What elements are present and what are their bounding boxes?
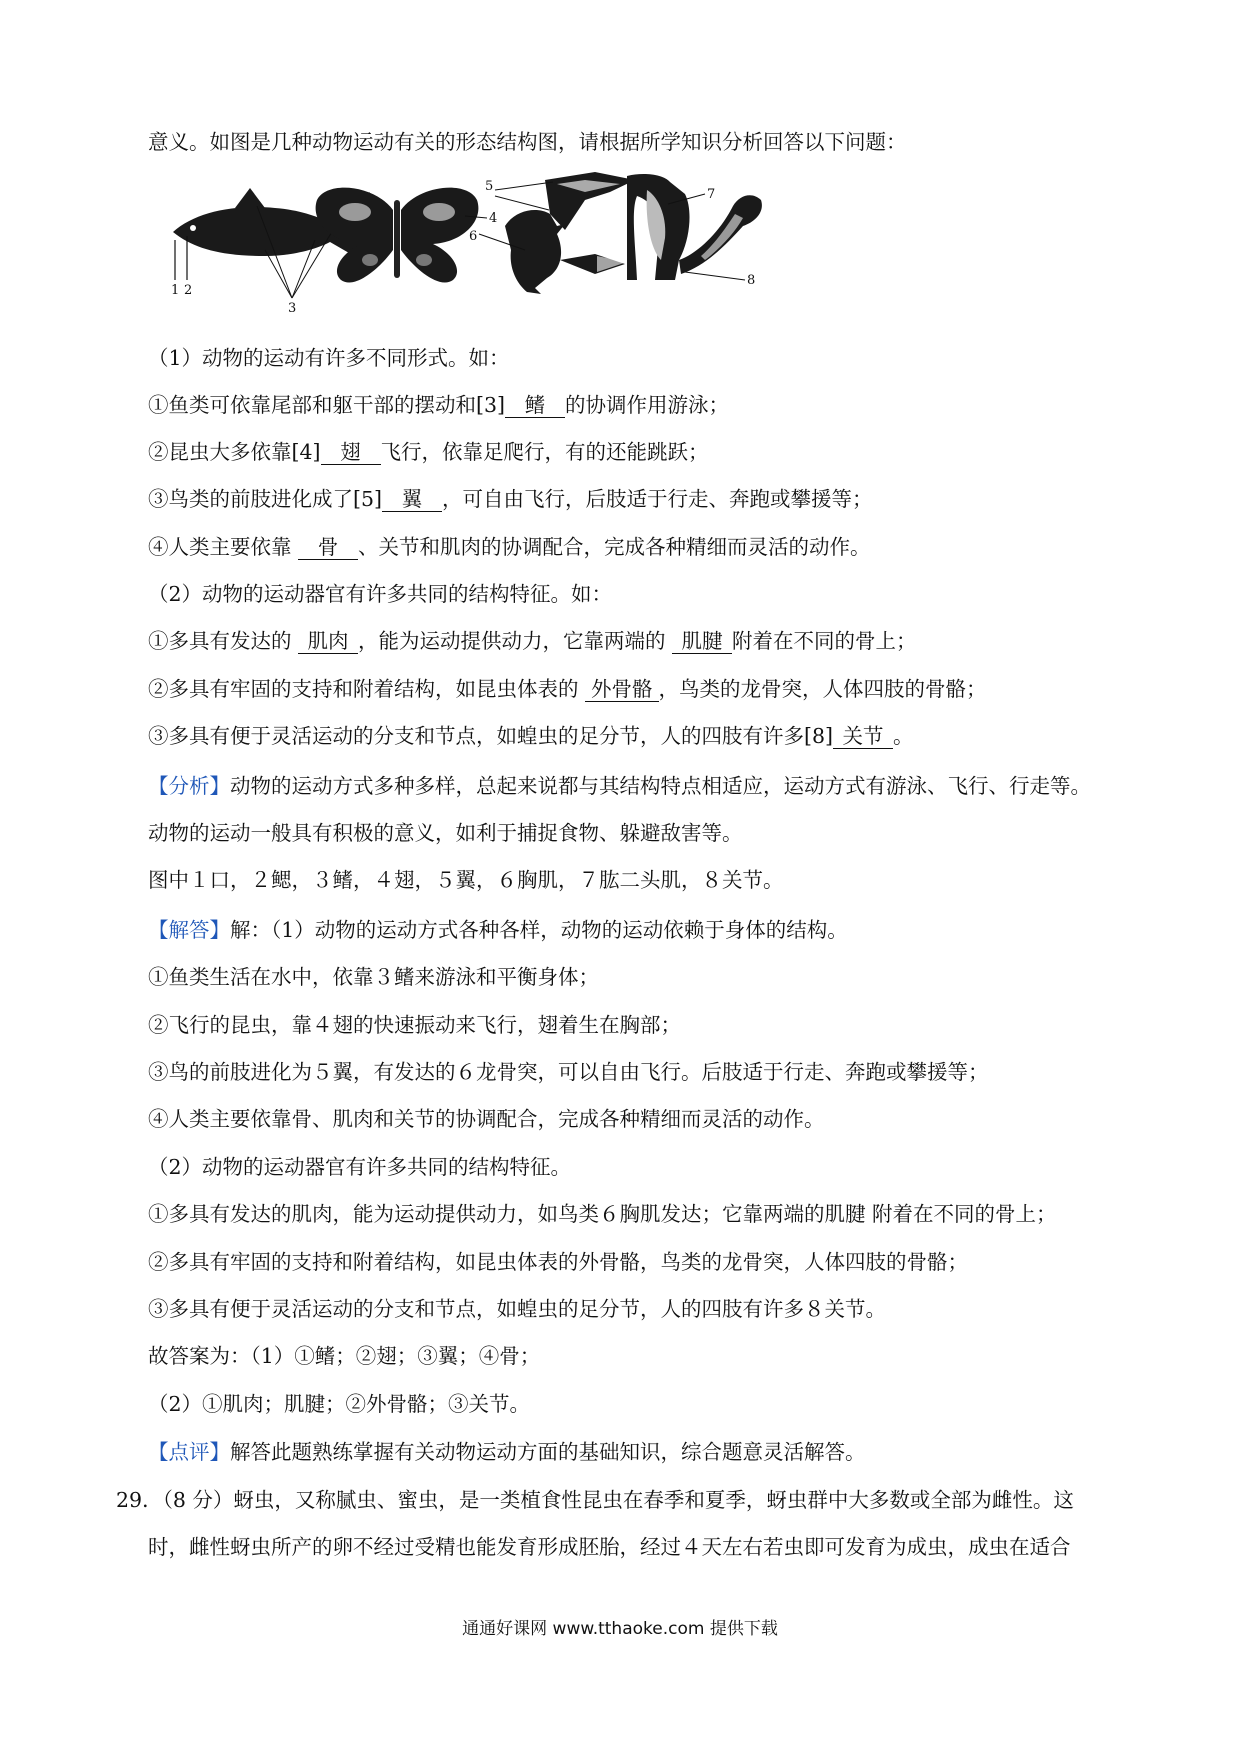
q1-l2-tail: 飞行，依靠足爬行，有的还能跳跃； [380, 440, 709, 464]
q1-l1-text: ①鱼类可依靠尾部和躯干部的摆动和[3] [148, 393, 506, 417]
figure-label-8: 8 [747, 273, 756, 288]
q29-line-2: 时，雌性蚜虫所产的卵不经过受精也能发育形成胚胎，经过４天左右若虫即可发育为成虫，成虫在适合 [148, 1535, 1071, 1559]
figure-label-4: 4 [489, 211, 498, 226]
answer-line-4: ③鸟的前肢进化为５翼，有发达的６龙骨突，可以自由飞行。后肢适于行走、奔跑或攀援等； [148, 1060, 989, 1084]
figure-label-7: 7 [707, 187, 716, 202]
comment-tag: 【点评】 [148, 1440, 230, 1464]
figure-label-3: 3 [288, 301, 297, 316]
q2-l1-answer-2: 肌腱 [672, 629, 732, 654]
comment-text: 解答此题熟练掌握有关动物运动方面的基础知识，综合题意灵活解答。 [230, 1440, 866, 1464]
q2-line-3 [148, 722, 914, 750]
animal-motion-figure [165, 170, 845, 320]
analysis-line-1 [148, 772, 1091, 800]
answer-line-8: ②多具有牢固的支持和附着结构，如昆虫体表的外骨骼，鸟类的龙骨突，人体四肢的骨骼； [148, 1250, 968, 1274]
q2-line-1 [148, 627, 917, 655]
q1-line-4 [148, 533, 871, 561]
bird-drawing [479, 172, 635, 294]
q2-l2-tail: ，鸟类的龙骨突，人体四肢的骨骼； [658, 677, 987, 701]
analysis-line-3: 图中１口，２鳃，３鳍，４翅，５翼，６胸肌，７肱二头肌，８关节。 [148, 868, 784, 892]
q1-l3-text: ③鸟类的前肢进化成了[5] [148, 487, 383, 511]
q2-l1-tail: 附着在不同的骨上； [732, 629, 917, 653]
answer-tag: 【解答】 [148, 918, 230, 942]
q1-line-2 [148, 438, 709, 466]
q1-line-3 [148, 485, 873, 513]
q2-l3-answer: 关节 [833, 724, 893, 749]
q1-l3-answer: 翼 [382, 487, 442, 512]
answer-line-3: ②飞行的昆虫，靠４翅的快速振动来飞行，翅着生在胸部； [148, 1013, 681, 1037]
figure-label-6: 6 [469, 229, 478, 244]
human-arm-drawing [627, 174, 762, 280]
q2-l1-text: ①多具有发达的 [148, 629, 299, 653]
q1-l1-answer: 鳍 [505, 393, 565, 418]
comment-line [148, 1438, 866, 1466]
q2-l3-tail: 。 [893, 724, 914, 748]
answer-line-7: ①多具有发达的肌肉，能为运动提供动力，如鸟类６胸肌发达；它靠两端的肌腱 附着在不同的骨上； [148, 1202, 1057, 1226]
q2-l2-answer: 外骨骼 [585, 677, 659, 702]
q2-l1-mid: ，能为运动提供动力，它靠两端的 [358, 629, 673, 653]
answer-line-2: ①鱼类生活在水中，依靠３鳍来游泳和平衡身体； [148, 965, 599, 989]
q1-l4-tail: 、关节和肌肉的协调配合，完成各种精细而灵活的动作。 [358, 535, 871, 559]
q1-l1-tail: 的协调作用游泳； [565, 393, 730, 417]
analysis-line-2: 动物的运动一般具有积极的意义，如利于捕捉食物、躲避敌害等。 [148, 821, 743, 845]
intro-text: 意义。如图是几种动物运动有关的形态结构图，请根据所学知识分析回答以下问题： [148, 130, 907, 154]
analysis-tag: 【分析】 [148, 774, 230, 798]
q1-l3-tail: ，可自由飞行，后肢适于行走、奔跑或攀援等； [442, 487, 873, 511]
answer-text-1: 解：（1）动物的运动方式各种各样，动物的运动依赖于身体的结构。 [230, 918, 848, 942]
q2-head: （2）动物的运动器官有许多共同的结构特征。如： [148, 582, 613, 606]
q1-line-1 [148, 391, 729, 419]
answer-line-11: （2）①肌肉；肌腱；②外骨骼；③关节。 [148, 1392, 531, 1416]
q29-line-1: 29．（8 分）蚜虫，又称腻虫、蜜虫，是一类植食性昆虫在春季和夏季，蚜虫群中大多数或全部为雌性。这 [116, 1488, 1074, 1512]
answer-line-9: ③多具有便于灵活运动的分支和节点，如蝗虫的足分节，人的四肢有许多８关节。 [148, 1297, 886, 1321]
q2-l2-text: ②多具有牢固的支持和附着结构，如昆虫体表的 [148, 677, 586, 701]
q2-l1-answer: 肌肉 [298, 629, 358, 654]
q2-l3-text: ③多具有便于灵活运动的分支和节点，如蝗虫的足分节，人的四肢有许多[8] [148, 724, 834, 748]
figure-label-5: 5 [485, 179, 494, 194]
answer-line-1 [148, 916, 848, 944]
q1-l2-answer: 翅 [321, 440, 381, 465]
q2-line-2 [148, 675, 987, 703]
q1-head: （1）动物的运动有许多不同形式。如： [148, 346, 510, 370]
answer-line-10: 故答案为：（1）①鳍；②翅；③翼；④骨； [148, 1344, 541, 1368]
page-footer: 通通好课网 www.tthaoke.com 提供下载 [462, 1619, 778, 1639]
q1-l2-text: ②昆虫大多依靠[4] [148, 440, 321, 464]
butterfly-drawing [316, 188, 487, 283]
answer-line-5: ④人类主要依靠骨、肌肉和关节的协调配合，完成各种精细而灵活的动作。 [148, 1107, 825, 1131]
figure-label-1: 1 [171, 283, 180, 298]
analysis-text-1: 动物的运动方式多种多样，总起来说都与其结构特点相适应，运动方式有游泳、飞行、行走等。 [230, 774, 1091, 798]
figure-label-2: 2 [184, 283, 193, 298]
q1-l4-text: ④人类主要依靠 [148, 535, 299, 559]
q1-l4-answer: 骨 [298, 535, 358, 560]
answer-line-6: （2）动物的运动器官有许多共同的结构特征。 [148, 1155, 572, 1179]
